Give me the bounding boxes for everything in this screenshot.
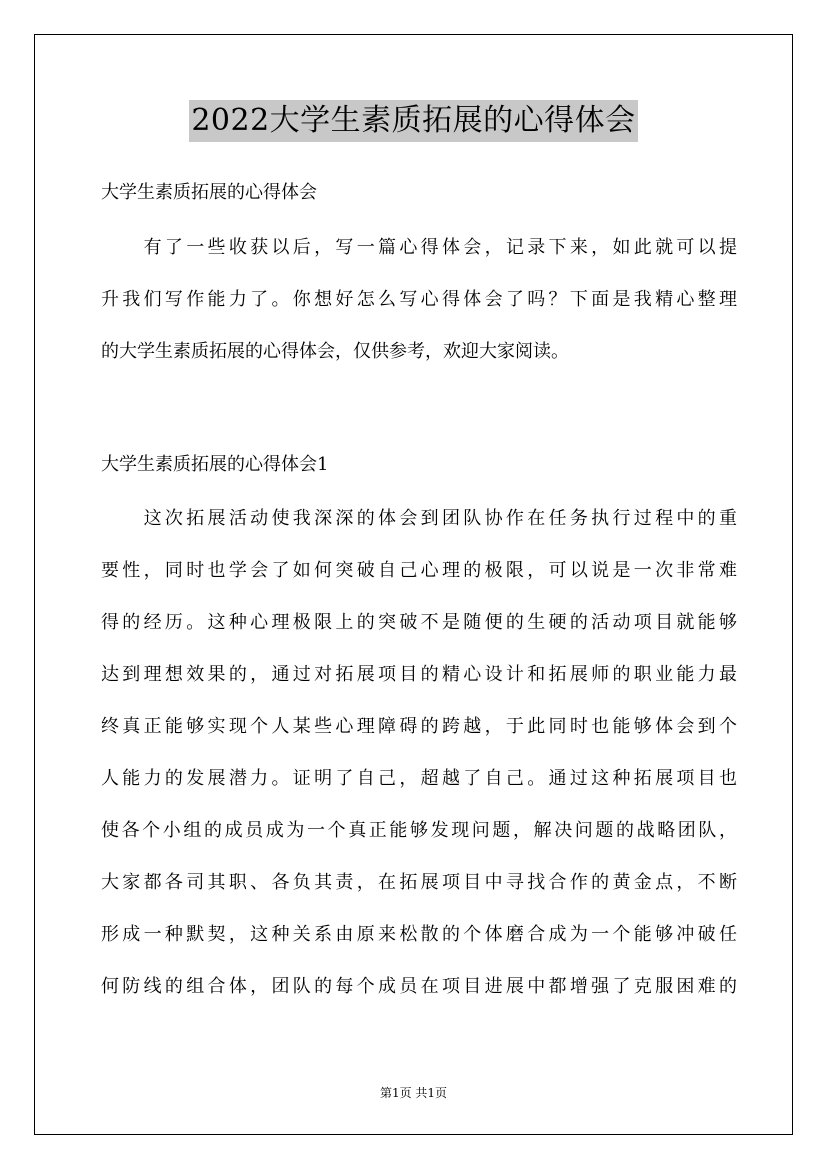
paragraph-line: 升我们写作能力了。你想好怎么写心得体会了吗？下面是我精心整理	[101, 289, 737, 310]
paragraph-line: 形成一种默契，这种关系由原来松散的个体磨合成为一个能够冲破任	[101, 924, 737, 945]
paragraph-line: 得的经历。这种心理极限上的突破不是随便的生硬的活动项目就能够	[101, 612, 737, 633]
paragraph-line: 达到理想效果的，通过对拓展项目的精心设计和拓展师的职业能力最	[101, 664, 737, 685]
paragraph-line: 的大学生素质拓展的心得体会，仅供参考，欢迎大家阅读。	[101, 341, 569, 362]
paragraph-line: 使各个小组的成员成为一个真正能够发现问题，解决问题的战略团队，	[101, 820, 737, 841]
paragraph-line: 要性，同时也学会了如何突破自己心理的极限，可以说是一次非常难	[101, 560, 737, 581]
title-container	[0, 100, 827, 142]
section-heading-intro: 大学生素质拓展的心得体会	[101, 182, 317, 203]
paragraph-line: 人能力的发展潜力。证明了自己，超越了自己。通过这种拓展项目也	[101, 768, 737, 789]
section-heading-1: 大学生素质拓展的心得体会1	[101, 454, 329, 475]
paragraph-line: 何防线的组合体，团队的每个成员在项目进展中都增强了克服困难的	[101, 976, 737, 997]
page-footer: 第1页 共1页	[379, 1086, 448, 1100]
paragraph-line: 大家都各司其职、各负其责，在拓展项目中寻找合作的黄金点，不断	[101, 872, 737, 893]
intro-paragraph	[101, 222, 737, 378]
document-title: 2022大学生素质拓展的心得体会	[189, 100, 637, 142]
body-paragraph	[101, 493, 737, 1013]
paragraph-line: 这次拓展活动使我深深的体会到团队协作在任务执行过程中的重	[101, 508, 737, 529]
paragraph-line: 有了一些收获以后，写一篇心得体会，记录下来，如此就可以提	[101, 237, 737, 258]
paragraph-line: 终真正能够实现个人某些心理障碍的跨越，于此同时也能够体会到个	[101, 716, 737, 737]
